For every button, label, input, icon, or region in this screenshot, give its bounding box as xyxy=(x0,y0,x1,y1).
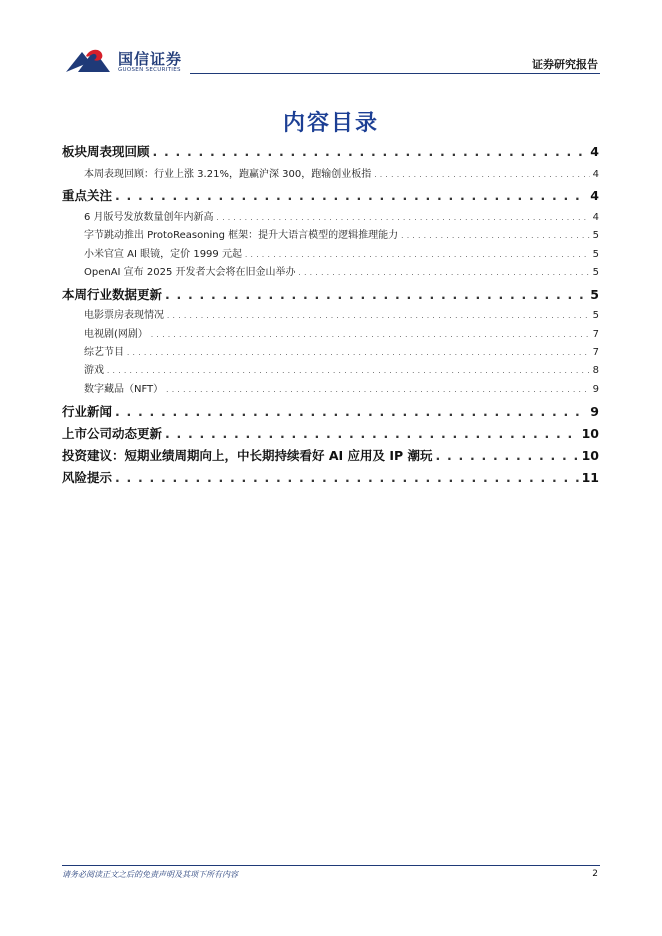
toc-subsection-entry[interactable] xyxy=(84,306,599,321)
toc-entry-page: 10 xyxy=(581,426,599,441)
toc-dot-leader xyxy=(127,349,590,357)
toc-subsection-entry[interactable] xyxy=(84,226,599,241)
toc-subsection-entry[interactable] xyxy=(84,165,599,180)
toc-entry-label: 投资建议：短期业绩周期向上，中长期持续看好 AI 应用及 IP 潮玩 xyxy=(62,448,433,463)
report-type-label: 证券研究报告 xyxy=(532,58,598,71)
toc-section-entry[interactable] xyxy=(62,186,599,204)
toc-entry-page: 7 xyxy=(592,347,599,358)
toc-entry-label: 行业新闻 xyxy=(62,404,113,419)
toc-subsection-entry[interactable] xyxy=(84,325,599,340)
toc-entry-page: 11 xyxy=(581,470,599,485)
toc-section-entry[interactable] xyxy=(62,424,599,442)
page-header xyxy=(0,0,662,80)
toc-entry-label: OpenAI 宣布 2025 开发者大会将在旧金山举办 xyxy=(84,267,296,278)
toc-section-entry[interactable] xyxy=(62,402,599,420)
toc-entry-label: 小米官宣 AI 眼镜，定价 1999 元起 xyxy=(84,249,242,260)
toc-entry-label: 综艺节目 xyxy=(84,347,124,358)
toc-entry-page: 8 xyxy=(592,365,599,376)
toc-entry-page: 4 xyxy=(592,212,599,223)
toc-section-entry[interactable] xyxy=(62,142,599,160)
footer-divider xyxy=(62,865,600,866)
toc-entry-page: 4 xyxy=(590,188,599,203)
toc-entry-label: 本周表现回顾：行业上涨 3.21%，跑赢沪深 300，跑输创业板指 xyxy=(84,169,372,180)
toc-dot-leader xyxy=(401,232,589,240)
toc-dot-leader xyxy=(115,188,587,203)
toc-entry-page: 7 xyxy=(592,329,599,340)
toc-dot-leader xyxy=(374,171,589,179)
toc-subsection-entry[interactable] xyxy=(84,263,599,278)
toc-subsection-entry[interactable] xyxy=(84,208,599,223)
toc-entry-page: 9 xyxy=(592,384,599,395)
toc-entry-page: 4 xyxy=(592,169,599,180)
toc-entry-label: 游戏 xyxy=(84,365,104,376)
toc-entry-page: 5 xyxy=(592,267,599,278)
toc-dot-leader xyxy=(298,269,589,277)
toc-dot-leader xyxy=(167,312,590,320)
toc-subsection-entry[interactable] xyxy=(84,343,599,358)
toc-dot-leader xyxy=(436,448,579,463)
toc-dot-leader xyxy=(165,426,579,441)
disclaimer-note: 请务必阅读正文之后的免责声明及其项下所有内容 xyxy=(62,870,238,879)
toc-dot-leader xyxy=(166,386,589,394)
toc-subsection-entry[interactable] xyxy=(84,380,599,395)
toc-dot-leader xyxy=(107,367,590,375)
toc-entry-label: 数字藏品（NFT） xyxy=(84,384,164,395)
toc-entry-label: 板块周表现回顾 xyxy=(62,144,150,159)
toc-entry-page: 10 xyxy=(581,448,599,463)
toc-entry-label: 上市公司动态更新 xyxy=(62,426,163,441)
brand-name-cn: 国信证券 xyxy=(118,50,183,68)
toc-entry-page: 5 xyxy=(592,249,599,260)
toc-dot-leader xyxy=(153,144,588,159)
header-divider xyxy=(190,73,600,74)
toc-entry-label: 6 月版号发放数量创年内新高 xyxy=(84,212,214,223)
brand-name-en: GUOSEN SECURITIES xyxy=(118,67,181,73)
toc-entry-label: 电视剧(网剧） xyxy=(84,329,148,340)
toc-entry-label: 重点关注 xyxy=(62,188,113,203)
toc-entry-page: 5 xyxy=(590,287,599,302)
toc-section-entry[interactable] xyxy=(62,446,599,464)
toc-dot-leader xyxy=(165,287,587,302)
toc-dot-leader xyxy=(245,251,590,259)
toc-dot-leader xyxy=(115,470,579,485)
toc-subsection-entry[interactable] xyxy=(84,361,599,376)
toc-dot-leader xyxy=(151,331,590,339)
toc-entry-label: 本周行业数据更新 xyxy=(62,287,163,302)
guosen-logo-icon xyxy=(64,46,114,76)
toc-entry-label: 风险提示 xyxy=(62,470,113,485)
toc-entry-page: 9 xyxy=(590,404,599,419)
toc-dot-leader xyxy=(217,214,590,222)
toc-subsection-entry[interactable] xyxy=(84,245,599,260)
toc-section-entry[interactable] xyxy=(62,285,599,303)
toc-title: 内容目录 xyxy=(282,111,379,136)
page-number: 2 xyxy=(592,869,598,879)
toc-entry-page: 5 xyxy=(592,310,599,321)
toc-entry-label: 字节跳动推出 ProtoReasoning 框架：提升大语言模型的逻辑推理能力 xyxy=(84,230,399,241)
toc-entry-page: 5 xyxy=(592,230,599,241)
toc-dot-leader xyxy=(115,404,587,419)
toc-section-entry[interactable] xyxy=(62,468,599,486)
toc-entry-label: 电影票房表现情况 xyxy=(84,310,164,321)
toc-entry-page: 4 xyxy=(590,144,599,159)
